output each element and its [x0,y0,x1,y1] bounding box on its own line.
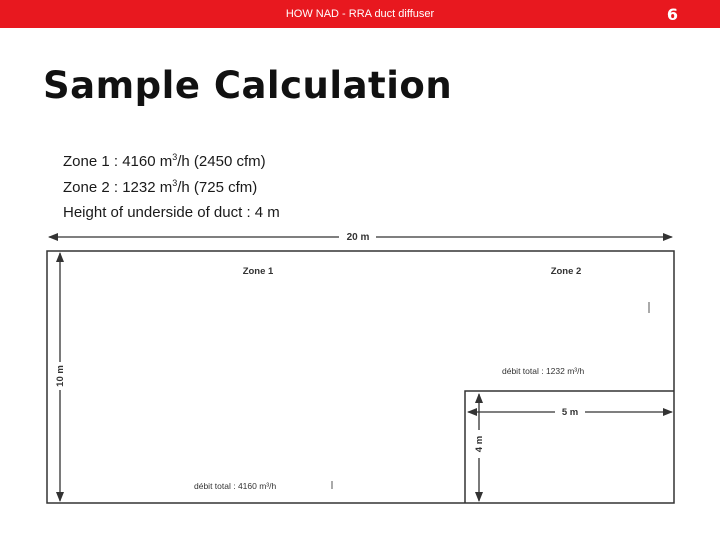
zone1-flow-label: débit total : 4160 m³/h [194,481,277,491]
zone1-label: Zone 1 [242,266,274,277]
label-clip [594,364,614,377]
header-title: HOW NAD - RRA duct diffuser [285,8,435,20]
spec-line-zone2: Zone 2 : 1232 $m^3/h$ (725 cfm) [63,177,258,196]
spec-line-zone1: Zone 1 : 4160 $m^3/h$ (2450 cfm) [63,152,266,170]
width-dimension [49,232,672,243]
inner-width-label: 5 m [561,407,579,418]
inner-width-dimension [468,407,672,418]
height-dimension [55,253,66,501]
width-label: 20 m [346,232,370,243]
zone2-label: Zone 2 [550,266,582,277]
height-label: 10 m [55,365,66,387]
page-number: 6 [666,5,678,24]
spec-line-height: Height of underside of duct : 4 m [63,204,280,221]
room-outline [47,251,674,503]
inner-height-dimension [474,394,485,501]
slide-heading: Sample Calculation [43,64,453,107]
zone2-flow-label: débit total : 1232 m³/h [502,366,585,376]
inner-height-label: 4 m [474,435,485,453]
